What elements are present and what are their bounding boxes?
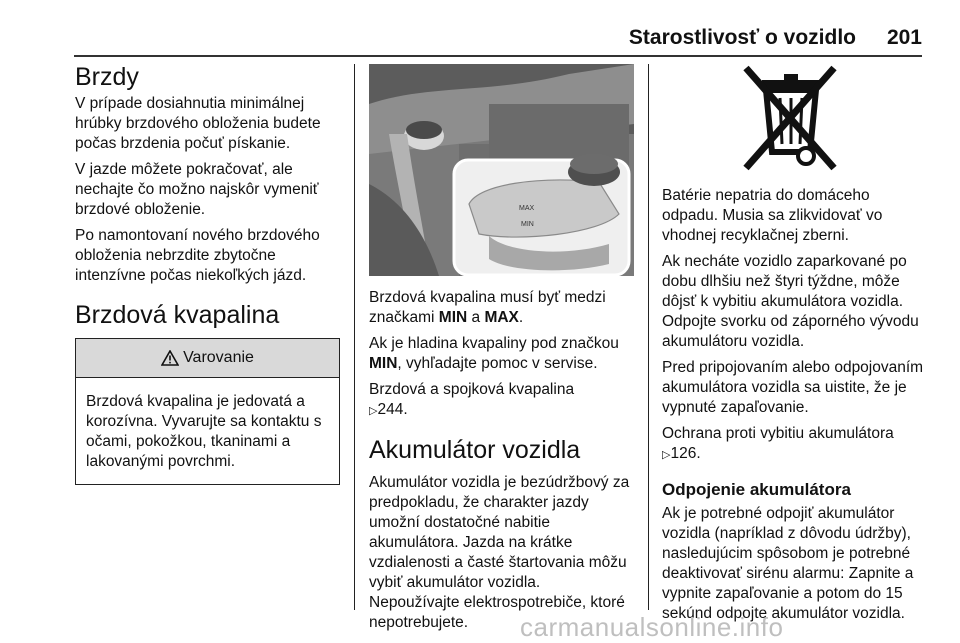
- heading-brzdova-kvapalina: Brzdová kvapalina: [75, 301, 280, 329]
- heading-akumulator: Akumulátor vozidla: [369, 436, 581, 464]
- paragraph-reference: Ochrana proti vybitiu akumulátora ▷ 126.: [662, 424, 927, 465]
- paragraph: Po namontovaní nového brzdového obloženia nebrzdite zbytočne intenzívne počas niekoľkých jázd.: [75, 227, 320, 284]
- paragraph: V prípade dosiahnutia minimálnej hrúbky brzdového obloženia budete počas brzdenia počuť pískanie.: [75, 95, 321, 152]
- warning-triangle-icon: [161, 350, 179, 366]
- paragraph: Nepoužívajte elektrospotrebiče, ktoré nepotrebujete.: [369, 594, 625, 631]
- crossed-out-wheelie-bin-icon: [740, 64, 840, 174]
- watermark: carmanualsonline.info: [520, 612, 784, 642]
- page-reference-link[interactable]: ▷ 126.: [662, 445, 701, 462]
- warning-title: Varovanie: [183, 349, 254, 366]
- heading-odpojenie: Odpojenie akumulátora: [662, 480, 851, 499]
- paragraph: Pred pripojovaním alebo odpojovaním akumulátora vozidla sa uistite, že je vypnuté zapaľovanie.: [662, 359, 924, 416]
- column-divider: [648, 64, 649, 610]
- header-rule: [74, 55, 922, 57]
- paragraph: Ak necháte vozidlo zaparkované po dobu dlhšiu než štyri týždne, môže dôjsť k vybitiu akumulátora vozidla. Odpojte svorku od záporného vývodu akumulátoru vozidla.: [662, 253, 919, 350]
- column-middle: [369, 62, 634, 639]
- heading-brzdy: Brzdy: [75, 63, 139, 91]
- paragraph: V jazde môžete pokračovať, ale nechajte čo možno najskôr vymeniť brzdové obloženie.: [75, 161, 319, 218]
- page-reference-link[interactable]: ▷ 244.: [369, 401, 408, 418]
- paragraph-below-min: Ak je hladina kvapaliny pod značkou MIN, vyhľadajte pomoc v servise.: [369, 335, 619, 372]
- min-mark-label: MIN: [521, 221, 534, 228]
- column-divider: [354, 64, 355, 610]
- paragraph: Akumulátor vozidla je bezúdržbový za predpokladu, že charakter jazdy umožní dostatočné nabitie akumulátora. Jazda na krátke vzdialenosti a časté štartovania môžu vybiť akumulátor vozidla.: [369, 474, 630, 591]
- warning-text: Brzdová kvapalina je jedovatá a korozívna. Vyvarujte sa kontaktu s očami, pokožkou, tkaninami a lakovanými povrchmi.: [86, 393, 322, 470]
- paragraph: Ak je potrebné odpojiť akumulátor vozidla (napríklad z dôvodu údržby), nasledujúcim spôsobom je potrebné deaktivovať sirénu alarmu: Zapnite a vypnite zapaľovanie a potom do 15 sekúnd odpojte akumulátor vozidla.: [662, 505, 914, 622]
- warning-header: [76, 339, 339, 378]
- max-mark-label: MAX: [519, 205, 535, 212]
- page-number: 201: [886, 26, 922, 49]
- brake-fluid-reservoir-photo: [369, 64, 634, 276]
- paragraph-min-max: Brzdová kvapalina musí byť medzi značkami MIN a MAX.: [369, 289, 606, 326]
- section-title: Starostlivosť o vozidlo: [628, 26, 856, 49]
- column-left: [75, 62, 340, 485]
- paragraph-reference: Brzdová a spojková kvapalina ▷ 244.: [369, 380, 634, 421]
- paragraph: Batérie nepatria do domáceho odpadu. Musia sa zlikvidovať vo vhodnej recyklačnej zberni.: [662, 187, 883, 244]
- warning-box: [75, 338, 340, 485]
- page-header: [0, 26, 960, 54]
- column-right: [662, 62, 927, 630]
